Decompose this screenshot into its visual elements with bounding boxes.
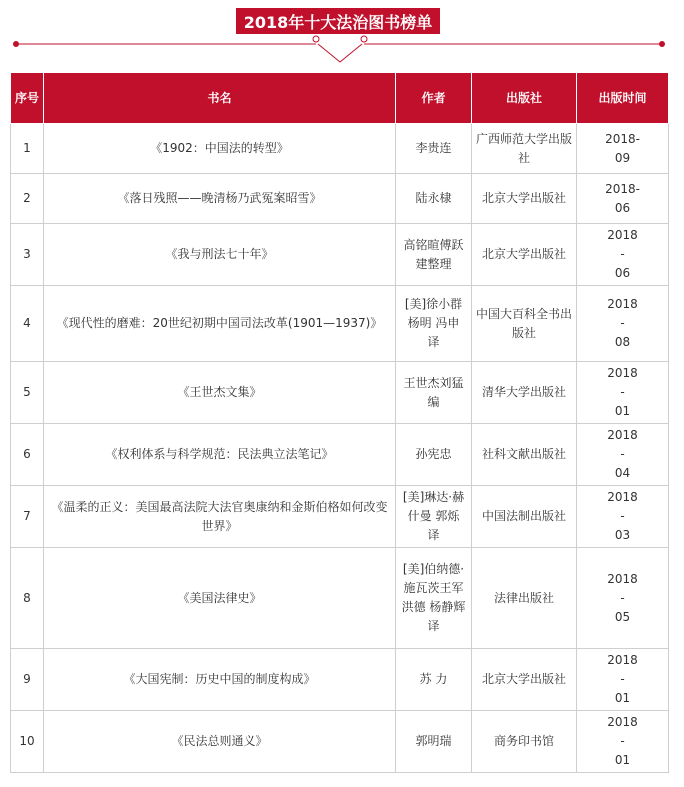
date-part: 2018- — [605, 131, 640, 146]
date-part: 2018 — [607, 715, 638, 729]
cell-date — [577, 286, 669, 362]
table-row — [11, 224, 669, 286]
date-part: 2018 — [607, 653, 638, 667]
cell-no: 5 — [11, 362, 44, 424]
date-part: 2018 — [607, 297, 638, 311]
cell-publisher: 广西师范大学出版社 — [472, 124, 577, 174]
date-part: 2018 — [607, 428, 638, 442]
cell-author: 王世杰刘猛编 — [396, 362, 472, 424]
col-header-date: 出版时间 — [577, 73, 669, 124]
cell-publisher: 清华大学出版社 — [472, 362, 577, 424]
table-row — [11, 711, 669, 773]
cell-date — [577, 548, 669, 649]
date-part: - — [620, 385, 625, 399]
cell-no: 3 — [11, 224, 44, 286]
date-part: 09 — [614, 150, 631, 165]
cell-publisher: 商务印书馆 — [472, 711, 577, 773]
cell-no: 9 — [11, 649, 44, 711]
date-part: - — [620, 247, 625, 261]
col-header-no: 序号 — [11, 73, 44, 124]
table-row — [11, 548, 669, 649]
cell-no: 10 — [11, 711, 44, 773]
date-part: 03 — [614, 528, 631, 542]
date-part: - — [620, 734, 625, 748]
cell-title: 《大国宪制：历史中国的制度构成》 — [44, 649, 396, 711]
table-row — [11, 424, 669, 486]
cell-no: 4 — [11, 286, 44, 362]
cell-date — [577, 174, 669, 224]
cell-title: 《我与刑法七十年》 — [44, 224, 396, 286]
cell-publisher: 北京大学出版社 — [472, 224, 577, 286]
date-part: 2018 — [607, 228, 638, 242]
cell-author: 高铭暄傅跃建整理 — [396, 224, 472, 286]
title-divider — [0, 30, 684, 70]
table-header-row — [11, 73, 669, 124]
date-part: 01 — [614, 691, 631, 705]
date-part: 08 — [614, 335, 631, 349]
cell-date — [577, 362, 669, 424]
date-part: 01 — [614, 404, 631, 418]
date-part: 04 — [614, 466, 631, 480]
cell-author: 李贵连 — [396, 124, 472, 174]
date-part: - — [620, 590, 625, 605]
cell-date — [577, 486, 669, 548]
date-part: - — [620, 447, 625, 461]
cell-title: 《王世杰文集》 — [44, 362, 396, 424]
col-header-title: 书名 — [44, 73, 396, 124]
cell-publisher: 北京大学出版社 — [472, 174, 577, 224]
date-part: 01 — [614, 753, 631, 767]
book-ranking-table — [10, 72, 669, 773]
table-row — [11, 286, 669, 362]
table-row — [11, 486, 669, 548]
cell-title: 《现代性的磨难：20世纪初期中国司法改革(1901—1937)》 — [44, 286, 396, 362]
date-part: 06 — [614, 200, 631, 215]
cell-title: 《美国法律史》 — [44, 548, 396, 649]
cell-no: 7 — [11, 486, 44, 548]
cell-title: 《温柔的正义：美国最高法院大法官奥康纳和金斯伯格如何改变世界》 — [44, 486, 396, 548]
cell-date — [577, 224, 669, 286]
table-row — [11, 362, 669, 424]
cell-title: 《权利体系与科学规范：民法典立法笔记》 — [44, 424, 396, 486]
date-part: 2018 — [607, 571, 638, 586]
cell-title: 《民法总则通义》 — [44, 711, 396, 773]
cell-author: 郭明瑞 — [396, 711, 472, 773]
table-row — [11, 649, 669, 711]
cell-title: 《落日残照——晚清杨乃武冤案昭雪》 — [44, 174, 396, 224]
date-part: - — [620, 316, 625, 330]
col-header-author: 作者 — [396, 73, 472, 124]
date-part: 2018- — [605, 181, 640, 196]
cell-author: [美]琳达·赫什曼 郭烁 译 — [396, 486, 472, 548]
date-part: 2018 — [607, 366, 638, 380]
cell-publisher: 中国大百科全书出版社 — [472, 286, 577, 362]
cell-no: 2 — [11, 174, 44, 224]
page-title: 2018年十大法治图书榜单 — [236, 8, 440, 34]
table-row — [11, 174, 669, 224]
date-part: 06 — [614, 266, 631, 280]
date-part: - — [620, 509, 625, 523]
cell-no: 6 — [11, 424, 44, 486]
cell-date — [577, 424, 669, 486]
cell-date — [577, 649, 669, 711]
cell-author: [美]徐小群杨明 冯申 译 — [396, 286, 472, 362]
cell-author: 陆永棣 — [396, 174, 472, 224]
cell-publisher: 北京大学出版社 — [472, 649, 577, 711]
cell-publisher: 社科文献出版社 — [472, 424, 577, 486]
date-part: 05 — [614, 609, 631, 624]
cell-title: 《1902：中国法的转型》 — [44, 124, 396, 174]
cell-publisher: 中国法制出版社 — [472, 486, 577, 548]
cell-no: 8 — [11, 548, 44, 649]
cell-no: 1 — [11, 124, 44, 174]
date-part: - — [620, 672, 625, 686]
cell-author: [美]伯纳德·施瓦茨王军 洪德 杨静辉 译 — [396, 548, 472, 649]
cell-date — [577, 124, 669, 174]
table-row — [11, 124, 669, 174]
col-header-publisher: 出版社 — [472, 73, 577, 124]
cell-author: 苏 力 — [396, 649, 472, 711]
date-part: 2018 — [607, 490, 638, 504]
cell-author: 孙宪忠 — [396, 424, 472, 486]
cell-date — [577, 711, 669, 773]
cell-publisher: 法律出版社 — [472, 548, 577, 649]
